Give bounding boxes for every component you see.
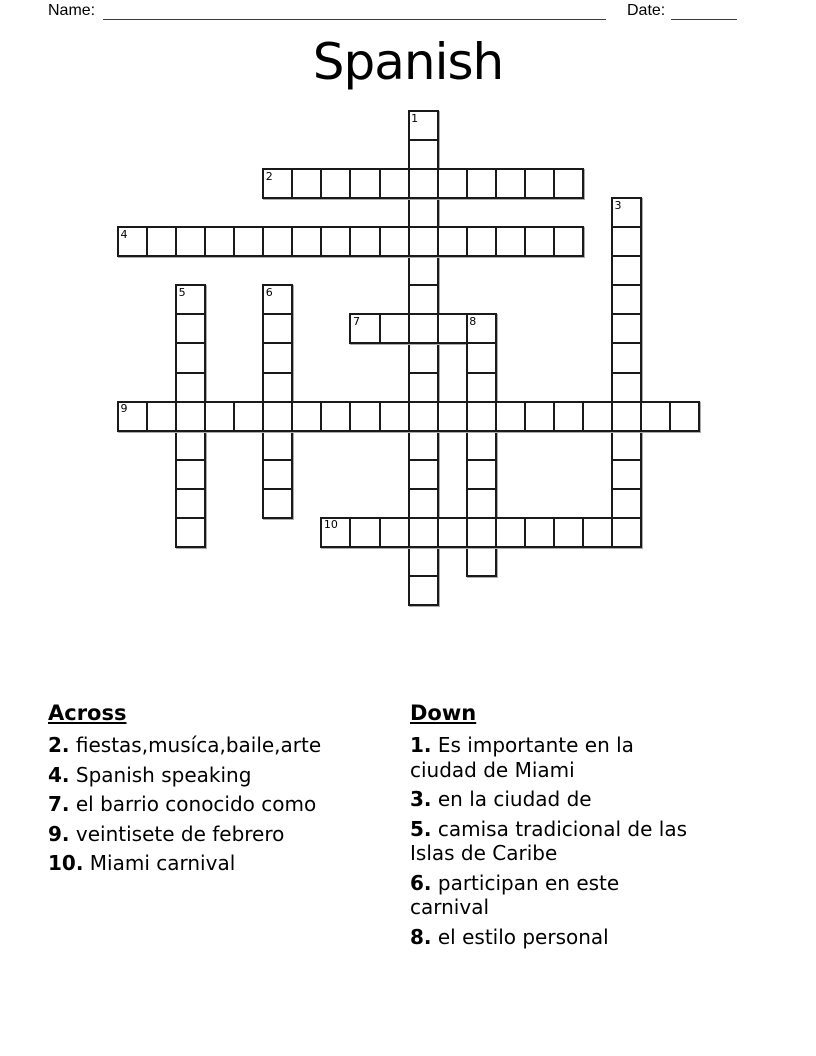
clue-item: 1. Es importante en la ciudad de Miami [410,733,634,782]
grid-cell [408,255,439,286]
clue-item: 5. camisa tradicional de las Islas de Caribe [410,816,687,865]
grid-cell [262,401,293,432]
grid-cell [524,401,555,432]
grid-cell [408,284,439,315]
clue-number-label: 7 [352,314,360,328]
name-blank-line [103,19,606,20]
grid-cell [262,372,293,403]
clue-number-label: 8 [469,314,477,328]
grid-cell [408,197,439,228]
grid-cell [611,342,642,373]
grid-cell [291,226,322,257]
grid-cell [524,168,555,199]
grid-cell [553,517,584,548]
clue-number: 9. [48,821,70,846]
clue-number: 1. [410,733,432,757]
clue-item: 7. el barrio conocido como [48,792,317,816]
grid-cell [379,401,410,432]
name-label: Name: [48,2,96,19]
grid-cell [233,226,264,257]
grid-cell [262,226,293,257]
grid-cell [466,488,497,519]
grid-cell [408,168,439,199]
clue-item: 10. Miami carnival [48,851,236,875]
clue-number-label: 3 [614,198,622,212]
clue-number-label: 2 [265,169,273,183]
grid-cell [349,226,380,257]
grid-cell [495,517,526,548]
grid-cell [175,226,206,257]
grid-cell [408,372,439,403]
grid-cell [320,226,351,257]
grid-cell [611,517,642,548]
grid-cell [379,313,410,344]
date-label: Date: [627,2,666,19]
grid-cell [437,313,468,344]
grid-cell [408,342,439,373]
grid-cell [640,401,671,432]
grid-cell [262,459,293,490]
grid-cell [320,401,351,432]
grid-cell [291,168,322,199]
grid-cell [262,488,293,519]
grid-cell [495,226,526,257]
grid-cell [437,226,468,257]
grid-cell [611,284,642,315]
down-heading: Down [410,701,477,725]
clue-item: 2. fiestas,musíca,baile,arte [48,733,322,757]
clue-number-label: 4 [120,227,128,241]
clue-number-label: 5 [178,285,186,299]
grid-cell [466,372,497,403]
grid-cell [320,168,351,199]
grid-cell [611,226,642,257]
grid-cell [437,168,468,199]
grid-cell [408,459,439,490]
clue-number-label: 1 [411,111,419,125]
grid-cell [175,488,206,519]
grid-cell [175,430,206,461]
grid-cell [262,430,293,461]
grid-cell [408,139,439,170]
grid-cell [495,401,526,432]
clue-number-label: 9 [120,402,128,416]
clue-number-label: 10 [323,518,338,532]
grid-cell [175,313,206,344]
grid-cell [204,401,235,432]
grid-cell [204,226,235,257]
grid-cell [291,401,322,432]
grid-cell [379,226,410,257]
grid-cell [524,517,555,548]
grid-cell [524,226,555,257]
across-clue-list [48,733,408,876]
down-clue-list [410,733,770,949]
grid-cell [146,226,177,257]
clue-item: 3. en la ciudad de [410,787,592,811]
grid-cell [408,226,439,257]
grid-cell [349,517,380,548]
grid-cell [233,401,264,432]
grid-cell [466,342,497,373]
grid-cell [466,226,497,257]
grid-cell [408,401,439,432]
grid-cell [582,517,613,548]
grid-cell [611,430,642,461]
clue-number: 4. [48,762,70,787]
clue-number: 3. [410,787,432,811]
grid-cell [408,517,439,548]
grid-cell [262,342,293,373]
grid-cell [495,168,526,199]
grid-cell [611,488,642,519]
grid-cell [262,313,293,344]
clue-item: 8. el estilo personal [410,924,609,949]
clue-number: 8. [410,924,432,949]
grid-cell [466,168,497,199]
across-clues-section [48,700,408,881]
grid-cell [611,313,642,344]
down-clues-section [410,700,770,954]
grid-cell [379,168,410,199]
clue-number-label: 6 [265,285,273,299]
grid-cell [669,401,700,432]
grid-cell [611,459,642,490]
grid-cell [466,517,497,548]
date-blank-line [671,19,737,20]
grid-cell [408,313,439,344]
grid-cell [553,168,584,199]
grid-cell [408,488,439,519]
grid-cell [437,517,468,548]
puzzle-title: Spanish [312,33,504,91]
clue-item: 9. veintisete de febrero [48,821,285,846]
clue-number: 5. [410,816,432,841]
clue-number: 10. [48,851,84,875]
clue-number: 2. [48,733,70,757]
grid-cell [175,372,206,403]
clue-number: 6. [410,870,432,895]
grid-cell [408,430,439,461]
grid-cell [466,430,497,461]
grid-cell [175,342,206,373]
grid-cell [349,168,380,199]
grid-cell [349,401,380,432]
across-heading: Across [48,701,127,725]
grid-cell [466,401,497,432]
clue-item: 6. participan en este carnival [410,870,620,919]
grid-cell [466,546,497,577]
grid-cell [408,575,439,606]
grid-cell [175,459,206,490]
grid-cell [379,517,410,548]
grid-cell [466,459,497,490]
grid-cell [611,401,642,432]
grid-cell [611,372,642,403]
grid-cell [611,255,642,286]
grid-cell [553,226,584,257]
grid-cell [408,546,439,577]
grid-cell [146,401,177,432]
clue-item: 4. Spanish speaking [48,762,252,787]
clue-number: 7. [48,792,70,816]
grid-cell [553,401,584,432]
grid-cell [582,401,613,432]
grid-cell [175,517,206,548]
grid-cell [175,401,206,432]
grid-cell [437,401,468,432]
